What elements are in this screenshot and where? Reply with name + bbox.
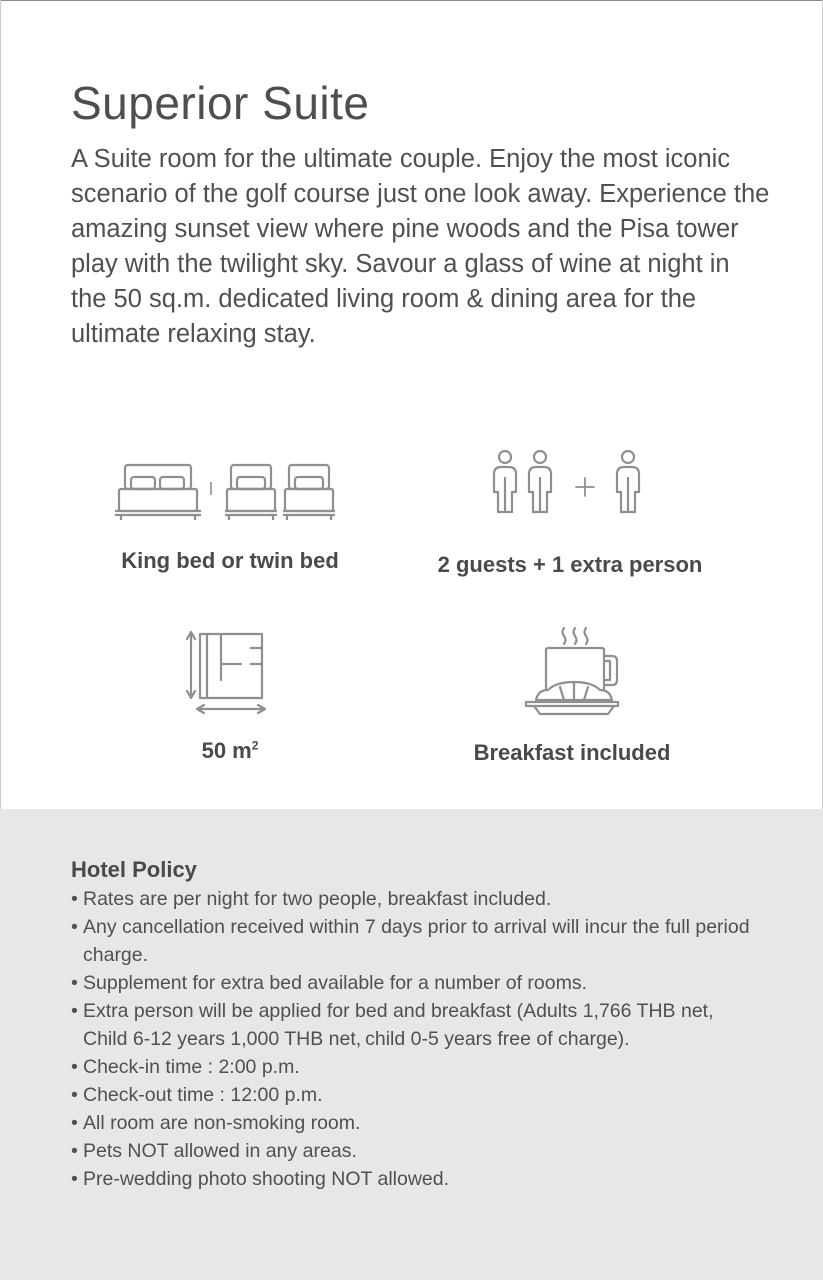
size-value: 50 m [201,738,252,763]
bed-icon [115,462,345,524]
top-border [0,0,823,1]
feature-size [130,628,330,764]
guests-icon [490,448,650,518]
feature-bed [100,462,360,574]
policy-item: • Check-in time : 2:00 p.m. [71,1053,761,1081]
breakfast-label: Breakfast included [473,740,671,765]
policy-item: • Supplement for extra bed available for a number of rooms. [71,969,761,997]
bed-label: King bed or twin bed [121,548,339,573]
policy-item: • All room are non-smoking room. [71,1109,761,1137]
policy-item: • Any cancellation received within 7 days prior to arrival will incur the full period charge. [71,913,761,969]
policy-item: • Pets NOT allowed in any areas. [71,1137,761,1165]
size-label [130,738,330,764]
size-superscript: 2 [251,738,259,753]
feature-guests [420,448,720,578]
policy-item: • Check-out time : 12:00 p.m. [71,1081,761,1109]
hotel-policy-section [0,809,823,1280]
policy-item: • Pre-wedding photo shooting NOT allowed. [71,1165,761,1193]
policy-title: Hotel Policy [71,857,197,882]
policy-list [71,885,761,1193]
policy-item: • Rates are per night for two people, breakfast included. [71,885,761,913]
room-description: A Suite room for the ultimate couple. Enjoy the most iconic scenario of the golf course just one look away. Experience the amazing sunset view where pine woods and the Pisa tower play with the twilight sky. Savour a glass of wine at night in the 50 sq.m. dedicated living room & dining area for the ultimate relaxing stay. [71,145,770,348]
room-title: Superior Suite [71,77,370,129]
feature-breakfast [450,624,694,766]
guests-label: 2 guests + 1 extra person [437,552,703,577]
left-border [0,0,1,809]
floor-plan-icon [185,628,275,720]
policy-item: • Extra person will be applied for bed and breakfast (Adults 1,766 THB net, Child 6-12 years 1,000 THB net, child 0-5 years free of charge). [71,997,761,1053]
coffee-croissant-icon [522,624,622,720]
